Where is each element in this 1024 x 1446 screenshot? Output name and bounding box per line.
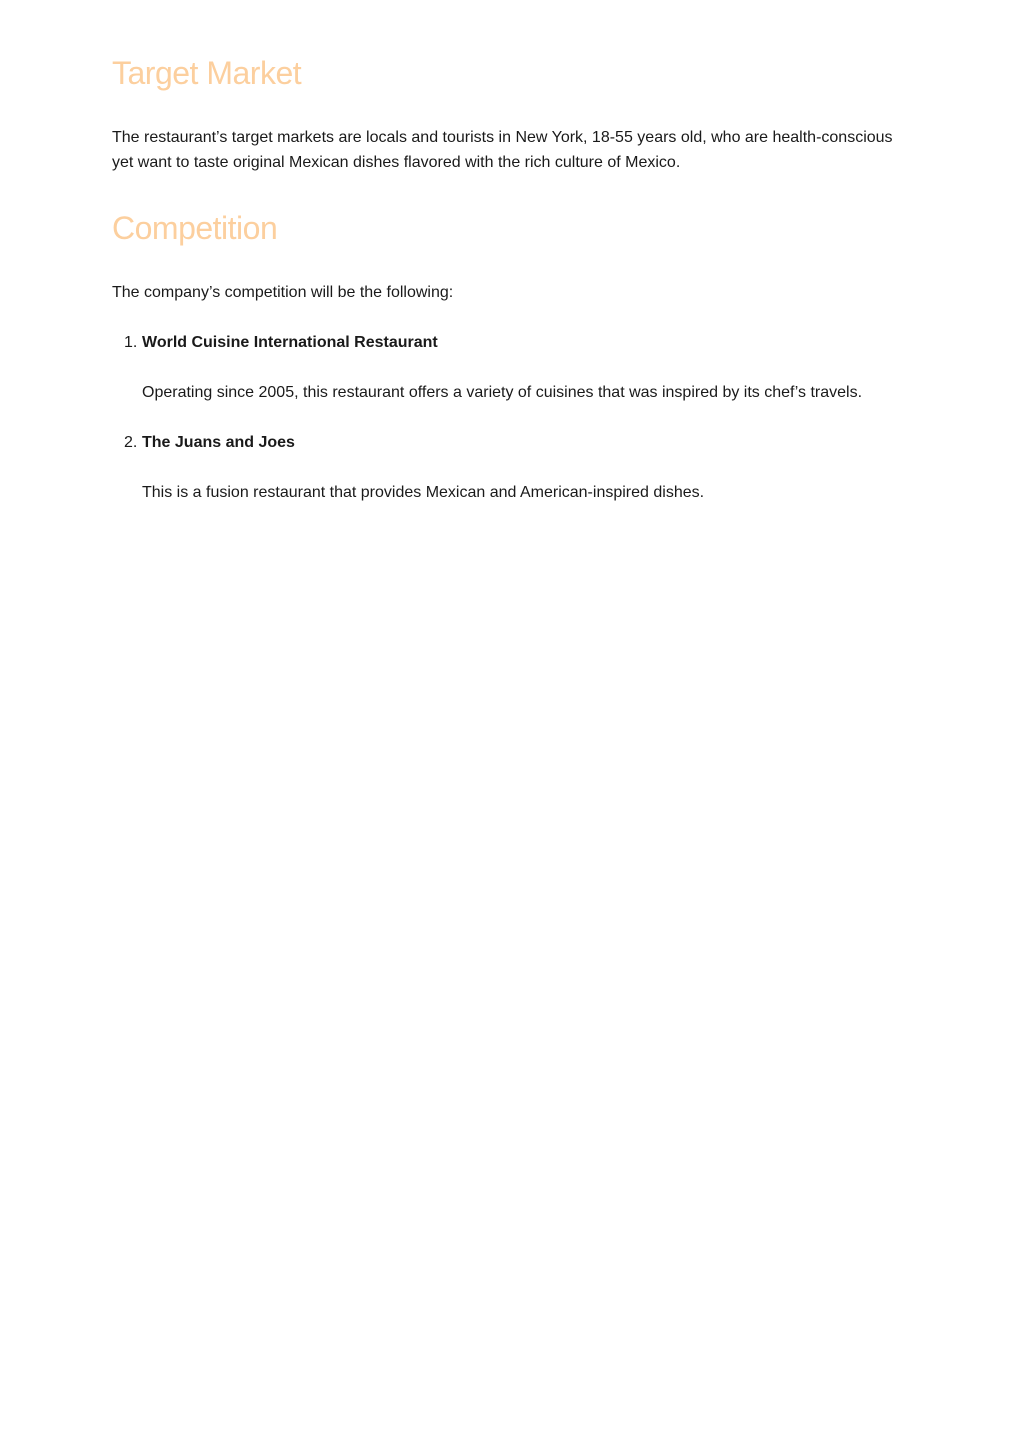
- competitor-title: The Juans and Joes: [142, 434, 295, 451]
- competitor-description: Operating since 2005, this restaurant offers a variety of cuisines that was inspired by its chef’s travels.: [142, 384, 863, 401]
- section-heading-competition: Competition: [112, 210, 278, 246]
- list-number: 1.: [124, 334, 138, 351]
- section-heading-target-market: Target Market: [112, 55, 302, 91]
- target-market-paragraph: The restaurant’s target markets are locals and tourists in New York, 18-55 years old, who are health-conscious yet want to taste original Mexican dishes flavored with the rich culture of Mexico.: [112, 129, 893, 171]
- competitor-title: World Cuisine International Restaurant: [142, 334, 438, 351]
- list-number: 2.: [124, 434, 138, 451]
- competition-intro: The company’s competition will be the following:: [112, 284, 454, 301]
- competitor-description: This is a fusion restaurant that provides Mexican and American-inspired dishes.: [142, 484, 705, 501]
